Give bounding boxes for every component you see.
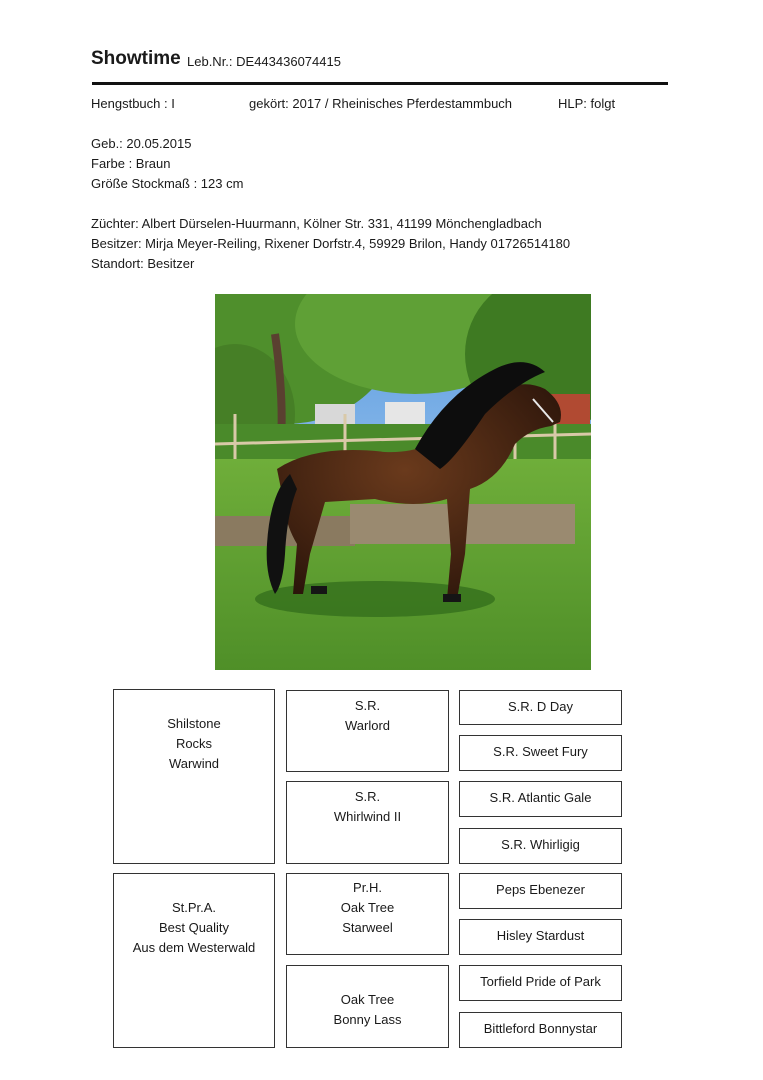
pedigree-sire-line-2: Rocks bbox=[175, 736, 213, 751]
horse-photo bbox=[215, 294, 591, 670]
pedigree-sire-sire bbox=[286, 690, 449, 772]
pedigree-dam-sire-line-3: Starweel bbox=[342, 920, 393, 935]
header-divider bbox=[92, 82, 668, 85]
location: Standort: Besitzer bbox=[91, 256, 195, 271]
hlp: HLP: folgt bbox=[558, 96, 616, 111]
height: Größe Stockmaß : 123 cm bbox=[91, 176, 244, 191]
horse-name: Showtime bbox=[91, 48, 181, 69]
breeder: Züchter: Albert Dürselen-Huurmann, Kölner Str. 331, 41199 Mönchengladbach bbox=[91, 216, 542, 231]
hengstbuch: Hengstbuch : I bbox=[91, 96, 175, 111]
pedigree-gen3-5: Peps Ebenezer bbox=[459, 873, 622, 909]
color: Farbe : Braun bbox=[91, 156, 171, 171]
pedigree-dam-line-1: St.Pr.A. bbox=[171, 900, 217, 915]
pedigree-gen3-4: S.R. Whirligig bbox=[459, 828, 622, 864]
pedigree-gen3-6: Hisley Stardust bbox=[459, 919, 622, 955]
pedigree-gen3-8: Bittleford Bonnystar bbox=[459, 1012, 622, 1048]
pedigree-sire-dam-line-2: Whirlwind II bbox=[333, 809, 402, 824]
pedigree-dam-line-3: Aus dem Westerwald bbox=[132, 940, 256, 955]
pedigree-gen3-1: S.R. D Day bbox=[459, 690, 622, 725]
pedigree-sire-dam-line-1: S.R. bbox=[354, 789, 381, 804]
pedigree-dam bbox=[113, 873, 275, 1048]
gekoert: gekört: 2017 / Rheinisches Pferdestammbuch bbox=[249, 96, 513, 111]
pedigree-gen3-3: S.R. Atlantic Gale bbox=[459, 781, 622, 817]
pedigree-gen3-2: S.R. Sweet Fury bbox=[459, 735, 622, 771]
leb-nr: Leb.Nr.: DE443436074415 bbox=[187, 54, 341, 69]
pedigree-dam-line-2: Best Quality bbox=[158, 920, 230, 935]
pedigree-sire-sire-line-2: Warlord bbox=[344, 718, 391, 733]
pedigree-dam-dam-line-2: Bonny Lass bbox=[333, 1012, 402, 1027]
pedigree-sire-line-3: Warwind bbox=[168, 756, 220, 771]
pedigree-dam-sire-line-2: Oak Tree bbox=[340, 900, 395, 915]
pedigree-sire-sire-line-1: S.R. bbox=[354, 698, 381, 713]
owner: Besitzer: Mirja Meyer-Reiling, Rixener Dorfstr.4, 59929 Brilon, Handy 01726514180 bbox=[91, 236, 571, 251]
pedigree-dam-dam bbox=[286, 965, 449, 1048]
pedigree-dam-sire-line-1: Pr.H. bbox=[353, 880, 382, 895]
pedigree-sire bbox=[113, 689, 275, 864]
pedigree-dam-sire bbox=[286, 873, 449, 955]
pedigree-sire-line-1: Shilstone bbox=[167, 716, 221, 731]
birth-date: Geb.: 20.05.2015 bbox=[91, 136, 192, 151]
pedigree-sire-dam bbox=[286, 781, 449, 864]
pedigree-gen3-7: Torfield Pride of Park bbox=[459, 965, 622, 1001]
pedigree-dam-dam-line-1: Oak Tree bbox=[340, 992, 395, 1007]
